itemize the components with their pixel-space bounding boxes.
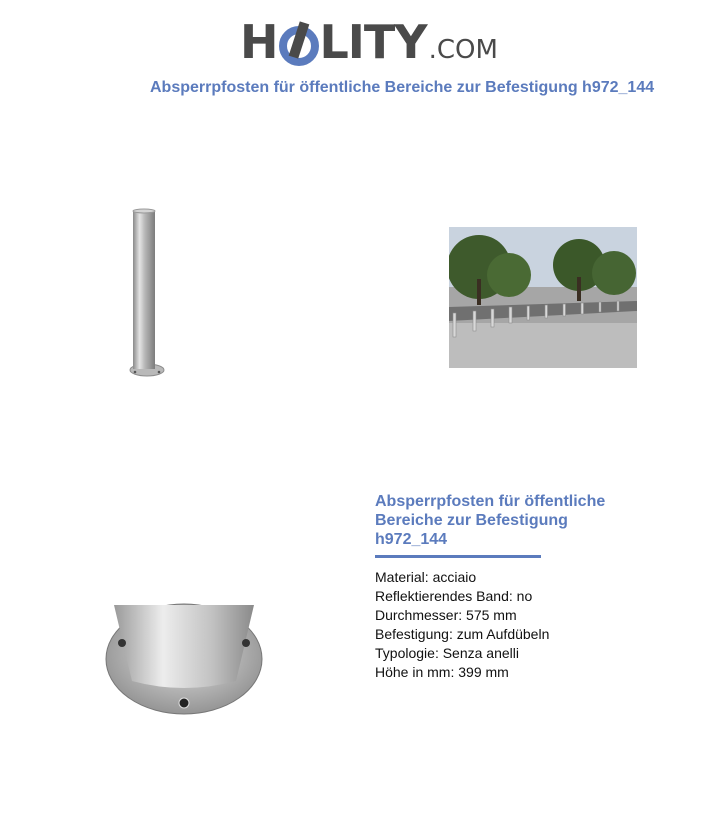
- spec-value: zum Aufdübeln: [456, 626, 550, 642]
- logo-o-icon: [279, 20, 319, 66]
- heading-divider: [375, 555, 541, 558]
- spec-row: Reflektierendes Band: no: [375, 588, 533, 604]
- street-icon: [449, 227, 637, 368]
- spec-label: Typologie: [375, 645, 435, 661]
- spec-row: Durchmesser: 575 mm: [375, 607, 517, 623]
- spec-label: Material: [375, 569, 425, 585]
- spec-row: Material: acciaio: [375, 569, 477, 585]
- spec-value: acciaio: [432, 569, 477, 585]
- flange-icon: [104, 603, 264, 717]
- logo-suffix: .COM: [428, 35, 498, 65]
- spec-value: no: [516, 588, 533, 604]
- spec-row: Befestigung: zum Aufdübeln: [375, 626, 550, 642]
- holity-logo: [240, 10, 500, 70]
- specs-heading: Absperrpfosten für öffentliche Bereiche zur Befestigung h972_144: [375, 493, 606, 548]
- street-installation-photo: [449, 227, 637, 368]
- bollard-icon: [120, 205, 175, 385]
- logo-letter-h: H: [240, 15, 278, 69]
- spec-value: Senza anelli: [442, 645, 519, 661]
- logo-text: LITY: [319, 15, 427, 69]
- page-title: Absperrpfosten für öffentliche Bereiche zur Befestigung h972_144: [150, 79, 655, 96]
- spec-row: Typologie: Senza anelli: [375, 645, 519, 661]
- bollard-product-photo: [120, 205, 175, 385]
- spec-value: 399 mm: [458, 664, 509, 680]
- specs-panel: [375, 492, 675, 682]
- spec-label: Befestigung: [375, 626, 449, 642]
- spec-row: Höhe in mm: 399 mm: [375, 664, 509, 680]
- base-flange-detail-photo: [104, 603, 264, 717]
- spec-label: Durchmesser: [375, 607, 459, 623]
- spec-label: Reflektierendes Band: [375, 588, 509, 604]
- spec-label: Höhe in mm: [375, 664, 451, 680]
- spec-value: 575 mm: [466, 607, 517, 623]
